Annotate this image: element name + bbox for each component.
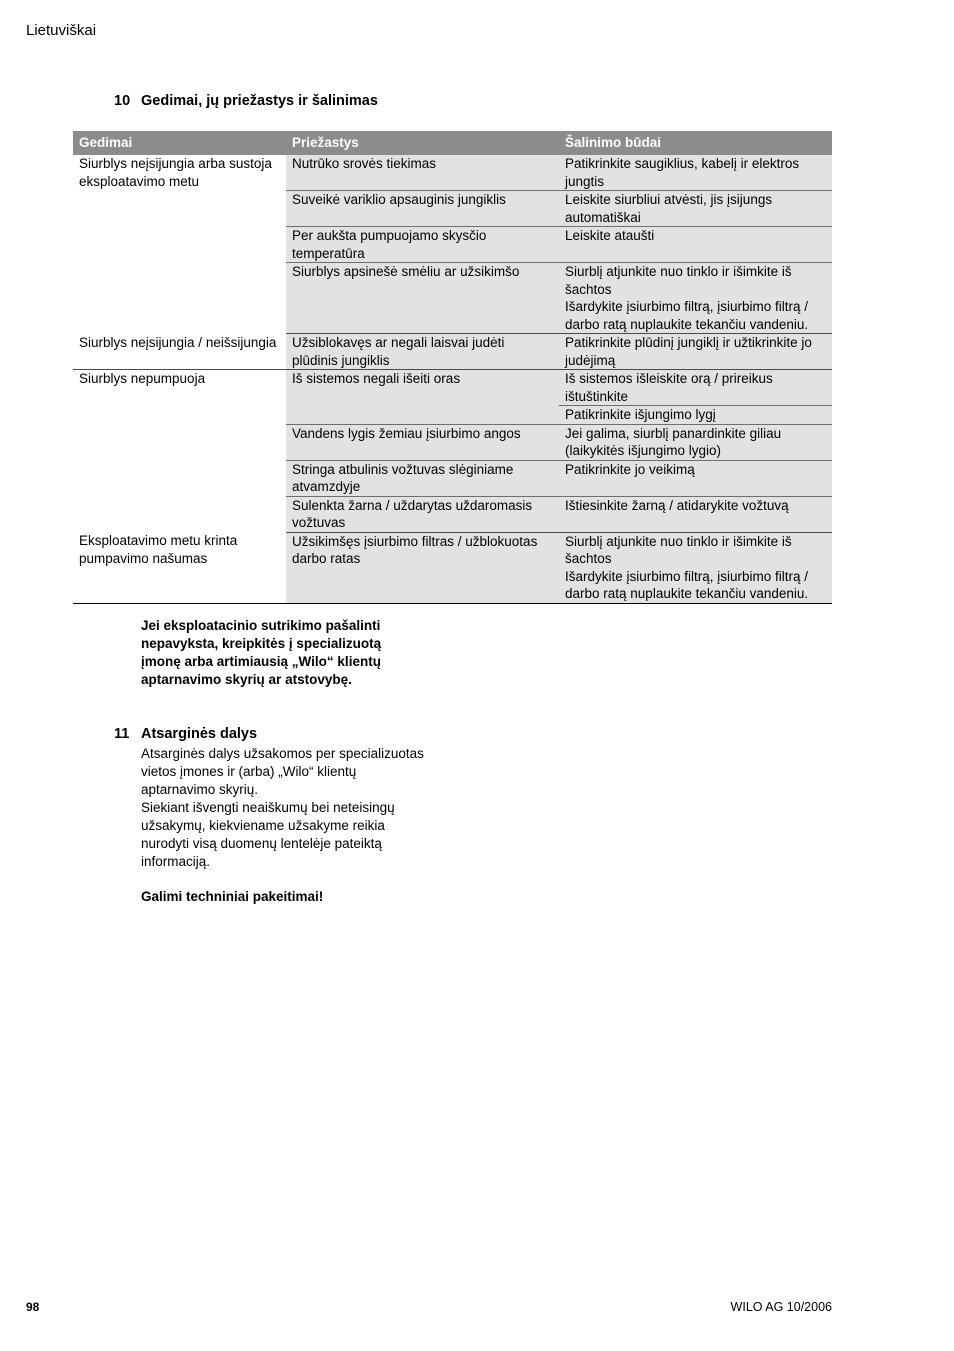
cause-cell: Iš sistemos negali išeiti oras bbox=[286, 370, 559, 425]
section-11-title: Atsarginės dalys bbox=[141, 726, 258, 742]
remedy-cell: Siurblį atjunkite nuo tinklo ir išimkite iš šachtos Išardykite įsiurbimo filtrą, įsiurbimo filtrą / darbo ratą nuplaukite tekančiu vandeniu. bbox=[559, 532, 832, 603]
section-10-heading bbox=[114, 93, 378, 109]
footer-publisher: WILO AG 10/2006 bbox=[730, 1300, 832, 1314]
service-note: Jei eksploatacinio sutrikimo pašalinti nepavyksta, kreipkitės į specializuotą įmonę arba artimiausią „Wilo“ klientų aptarnavimo skyrių ar atstovybę. bbox=[141, 618, 382, 687]
cause-cell: Stringa atbulinis vožtuvas slėginiame atvamzdyje bbox=[286, 460, 559, 496]
section-10-title: Gedimai, jų priežastys ir šalinimas bbox=[141, 93, 378, 109]
technical-changes-note: Galimi techniniai pakeitimai! bbox=[141, 889, 324, 904]
remedy-cell: Ištiesinkite žarną / atidarykite vožtuvą bbox=[559, 496, 832, 532]
remedy-cell: Patikrinkite jo veikimą bbox=[559, 460, 832, 496]
table-row bbox=[73, 370, 832, 406]
cause-cell: Per aukšta pumpuojamo skysčio temperatūra bbox=[286, 227, 559, 263]
column-header-causes: Priežastys bbox=[286, 131, 559, 155]
remedy-cell: Iš sistemos išleiskite orą / prireikus ištuštinkite bbox=[559, 370, 832, 406]
remedy-cell: Patikrinkite išjungimo lygį bbox=[559, 406, 832, 425]
page-number: 98 bbox=[26, 1300, 40, 1314]
cause-cell: Nutrūko srovės tiekimas bbox=[286, 155, 559, 191]
cause-cell: Siurblys apsinešė smėliu ar užsikimšo bbox=[286, 263, 559, 334]
fault-cell: Siurblys nepumpuoja bbox=[73, 370, 286, 533]
cause-cell: Vandens lygis žemiau įsiurbimo angos bbox=[286, 424, 559, 460]
remedy-cell: Leiskite ataušti bbox=[559, 227, 832, 263]
remedy-cell: Jei galima, siurblį panardinkite giliau (laikykitės išjungimo lygio) bbox=[559, 424, 832, 460]
fault-cell: Eksploatavimo metu krinta pumpavimo našumas bbox=[73, 532, 286, 603]
language-label: Lietuviškai bbox=[26, 22, 97, 39]
troubleshooting-table bbox=[73, 131, 832, 604]
remedy-cell: Patikrinkite saugiklius, kabelį ir elektros jungtis bbox=[559, 155, 832, 191]
section-11-number: 11 bbox=[114, 726, 130, 742]
fault-cell: Siurblys neįsijungia arba sustoja eksploatavimo metu bbox=[73, 155, 286, 334]
spare-parts-paragraph-2: Siekiant išvengti neaiškumų bei neteisingų užsakymų, kiekviename užsakyme reikia nurodyti visą duomenų lentelėje pateiktą informaciją. bbox=[141, 800, 395, 869]
column-header-remedies: Šalinimo būdai bbox=[559, 131, 832, 155]
fault-cell: Siurblys neįsijungia / neišsijungia bbox=[73, 334, 286, 370]
section-10-number: 10 bbox=[114, 93, 131, 109]
table-row bbox=[73, 155, 832, 191]
table-row bbox=[73, 532, 832, 603]
cause-cell: Užsiblokavęs ar negali laisvai judėti plūdinis jungiklis bbox=[286, 334, 559, 370]
spare-parts-text bbox=[141, 745, 431, 871]
table-row bbox=[73, 334, 832, 370]
remedy-cell: Siurblį atjunkite nuo tinklo ir išimkite iš šachtos Išardykite įsiurbimo filtrą, įsiurbimo filtrą / darbo ratą nuplaukite tekančiu vandeniu. bbox=[559, 263, 832, 334]
spare-parts-paragraph-1: Atsarginės dalys užsakomos per specializuotas vietos įmones ir (arba) „Wilo“ klientų aptarnavimo skyrių. bbox=[141, 746, 424, 797]
cause-cell: Užsikimšęs įsiurbimo filtras / užblokuotas darbo ratas bbox=[286, 532, 559, 603]
cause-cell: Suveikė variklio apsauginis jungiklis bbox=[286, 191, 559, 227]
column-header-faults: Gedimai bbox=[73, 131, 286, 155]
remedy-cell: Leiskite siurbliui atvėsti, jis įsijungs automatiškai bbox=[559, 191, 832, 227]
table-header-row bbox=[73, 131, 832, 155]
cause-cell: Sulenkta žarna / uždarytas uždaromasis vožtuvas bbox=[286, 496, 559, 532]
remedy-cell: Patikrinkite plūdinį jungiklį ir užtikrinkite jo judėjimą bbox=[559, 334, 832, 370]
section-11-heading bbox=[114, 726, 257, 742]
